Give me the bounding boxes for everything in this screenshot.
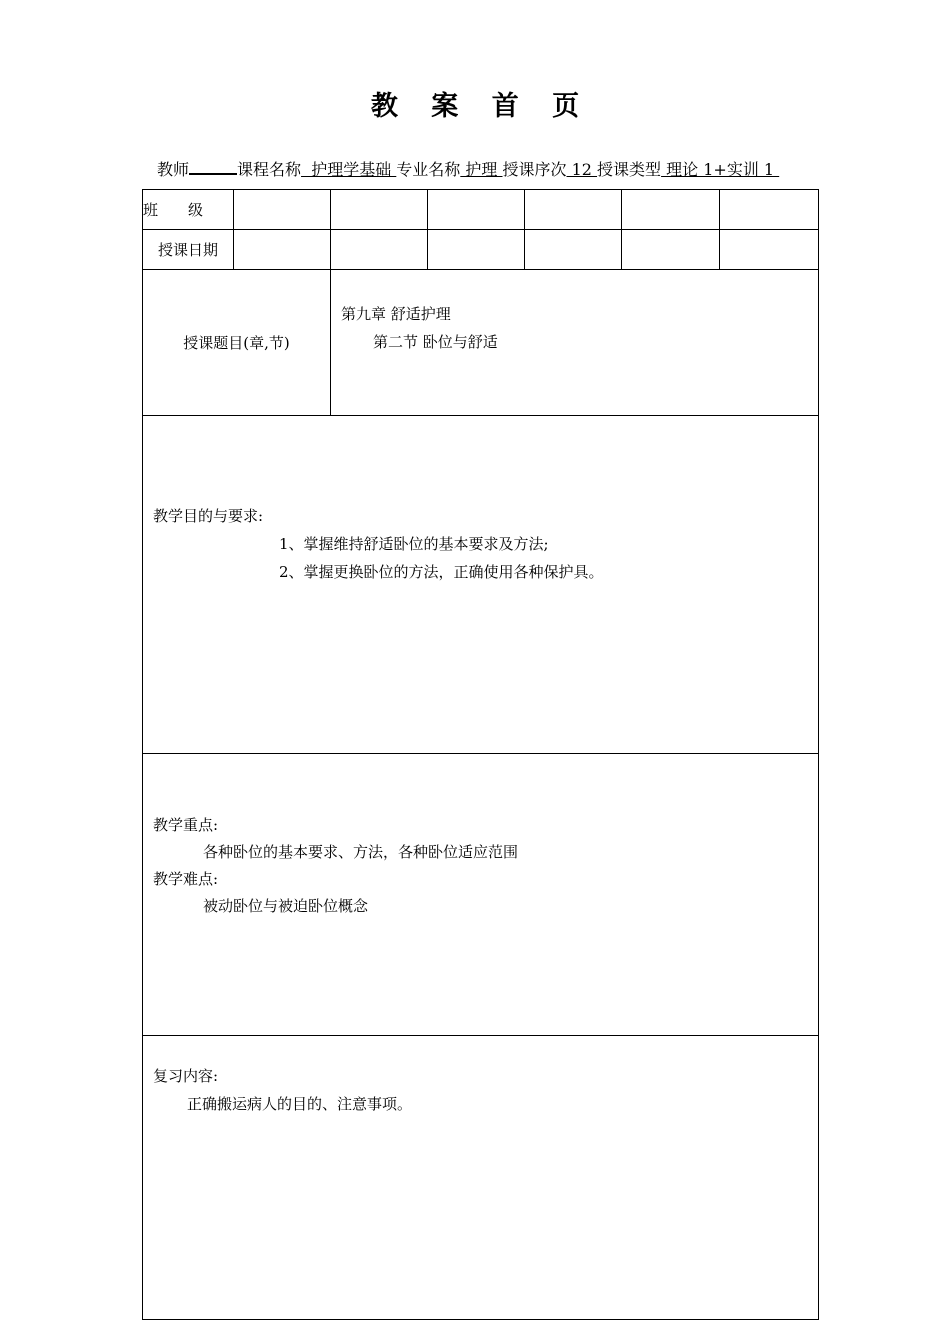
date-cell[interactable] (428, 230, 525, 270)
teacher-blank (189, 159, 237, 175)
course-value: 护理学基础 (301, 160, 397, 179)
class-cell[interactable] (234, 190, 331, 230)
type-value: 理论 1+实训 1 (661, 160, 780, 179)
teacher-label: 教师 (157, 160, 190, 179)
difficult-text: 被动卧位与被迫卧位概念 (203, 897, 369, 915)
goal-item: 2、掌握更换卧位的方法，正确使用各种保护具。 (279, 563, 604, 581)
date-cell[interactable] (622, 230, 720, 270)
date-cell[interactable] (331, 230, 428, 270)
date-cell[interactable] (720, 230, 819, 270)
key-content (143, 754, 819, 1036)
goal-row (143, 416, 819, 754)
course-info-line (157, 159, 779, 180)
review-text: 正确搬运病人的目的、注意事项。 (187, 1095, 413, 1113)
course-label: 课程名称 (237, 160, 302, 179)
topic-content (331, 270, 819, 416)
lesson-plan-table (142, 189, 819, 1320)
review-heading: 复习内容: (153, 1067, 219, 1085)
class-cell[interactable] (428, 190, 525, 230)
topic-chapter: 第九章 舒适护理 (341, 305, 451, 323)
difficult-heading: 教学难点: (153, 870, 219, 888)
date-cell[interactable] (234, 230, 331, 270)
class-cell[interactable] (331, 190, 428, 230)
major-label: 专业名称 (396, 160, 461, 179)
review-row (143, 1036, 819, 1320)
class-label: 班级 (143, 201, 234, 219)
topic-section: 第二节 卧位与舒适 (373, 333, 498, 351)
class-row (143, 190, 819, 230)
key-text: 各种卧位的基本要求、方法，各种卧位适应范围 (203, 843, 519, 861)
date-label: 授课日期 (143, 230, 234, 270)
goal-item: 1、掌握维持舒适卧位的基本要求及方法; (279, 535, 549, 553)
date-row (143, 230, 819, 270)
seq-label: 授课序次 (502, 160, 567, 179)
review-content (143, 1036, 819, 1320)
major-value: 护理 (460, 160, 503, 179)
key-heading: 教学重点: (153, 816, 219, 834)
class-cell[interactable] (622, 190, 720, 230)
class-cell[interactable] (525, 190, 622, 230)
page-title: 教 案 首 页 (370, 91, 592, 122)
goal-heading: 教学目的与要求: (153, 507, 264, 525)
topic-row (143, 270, 819, 416)
topic-label: 授课题目(章,节) (143, 270, 331, 416)
date-cell[interactable] (525, 230, 622, 270)
key-row (143, 754, 819, 1036)
class-label-cell (143, 190, 234, 230)
goal-content (143, 416, 819, 754)
class-cell[interactable] (720, 190, 819, 230)
type-label: 授课类型 (597, 160, 662, 179)
seq-value: 12 (566, 160, 598, 179)
